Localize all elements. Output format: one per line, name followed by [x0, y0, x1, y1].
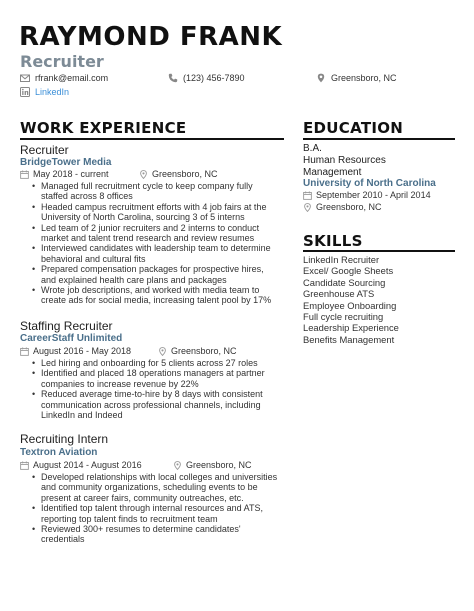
list-item: Greenhouse ATS — [303, 288, 375, 300]
candidate-title: Recruiter — [20, 52, 104, 71]
education-heading: EDUCATION — [303, 119, 404, 137]
work-experience-divider — [20, 138, 284, 140]
phone-icon — [168, 73, 178, 83]
skills-list — [303, 254, 453, 345]
list-item: • Headed campus recruitment efforts with 4 job fairs at the University of North Carolina, sourcing 3 of 5 interns — [41, 202, 281, 223]
job-location-text: Greensboro, NC — [152, 169, 218, 179]
job-dates-text: August 2014 - August 2016 — [33, 460, 142, 470]
education-location-text: Greensboro, NC — [316, 202, 382, 212]
list-item: LinkedIn Recruiter — [303, 254, 380, 265]
linkedin-icon — [20, 87, 30, 97]
degree-field: Human Resources Management — [303, 155, 386, 178]
list-item: • Identified and placed 18 operations managers at partner companies to increase revenue by 22% — [41, 368, 281, 389]
education-divider — [303, 138, 455, 140]
list-item: Leadership Experience — [303, 322, 399, 334]
school-name: University of North Carolina — [303, 178, 436, 189]
job-dates-text: May 2018 - current — [33, 169, 109, 179]
list-item: • Developed relationships with local colleges and universities and community organizations, scheduling events to be present at career fairs, community outreaches, etc. — [41, 472, 281, 503]
skills-divider — [303, 250, 455, 252]
job-location-text: Greensboro, NC — [186, 460, 252, 470]
job-bullets — [41, 181, 281, 306]
job-dates — [20, 460, 142, 470]
job-title: Recruiter — [20, 143, 69, 157]
job-location — [139, 169, 218, 179]
list-item: • Prepared compensation packages for prospective hires, and explained health care plans and packages — [41, 264, 281, 285]
skills-heading: SKILLS — [303, 232, 363, 250]
job-location — [158, 346, 237, 356]
map-pin-icon — [139, 170, 148, 179]
education-dates-text: September 2010 - April 2014 — [316, 190, 431, 200]
job-dates — [20, 169, 109, 179]
list-item: Benefits Management — [303, 333, 395, 345]
job-bullets — [41, 358, 281, 420]
calendar-icon — [20, 347, 29, 356]
phone-text: (123) 456-7890 — [183, 73, 245, 83]
list-item: • Led team of 2 junior recruiters and 2 interns to conduct market and talent trend research and review resumes — [41, 223, 281, 244]
job-location — [173, 460, 252, 470]
contact-location — [316, 73, 397, 83]
contact-email — [20, 73, 108, 83]
envelope-icon — [20, 73, 30, 83]
contact-linkedin[interactable] — [20, 87, 69, 97]
work-experience-heading: WORK EXPERIENCE — [20, 119, 187, 137]
list-item: Full cycle recruiting — [303, 311, 384, 323]
email-text: rfrank@email.com — [35, 73, 109, 83]
list-item: • Interviewed candidates with leadership team to determine behavioral and cultural fits — [41, 243, 281, 264]
list-item: Excel/ Google Sheets — [303, 265, 394, 277]
location-text: Greensboro, NC — [331, 73, 397, 83]
list-item: Candidate Sourcing — [303, 276, 386, 288]
contact-phone — [168, 73, 245, 83]
list-item: Employee Onboarding — [303, 299, 397, 311]
job-dates — [20, 346, 131, 356]
job-company: Textron Aviation — [20, 447, 98, 458]
map-pin-icon — [173, 461, 182, 470]
map-pin-icon — [316, 73, 326, 83]
job-title: Staffing Recruiter — [20, 319, 113, 333]
list-item: • Led hiring and onboarding for 5 clients across 27 roles — [41, 358, 281, 368]
education-dates — [303, 190, 431, 200]
calendar-icon — [20, 461, 29, 470]
map-pin-icon — [303, 203, 312, 212]
list-item: • Identified top talent through internal resources and ATS, reporting top talent finds to recruitment team — [41, 503, 281, 524]
job-location-text: Greensboro, NC — [171, 346, 237, 356]
job-dates-text: August 2016 - May 2018 — [33, 346, 132, 356]
map-pin-icon — [158, 347, 167, 356]
job-company: BridgeTower Media — [20, 157, 112, 168]
job-title: Recruiting Intern — [20, 432, 109, 446]
candidate-name: RAYMOND FRANK — [19, 22, 283, 52]
job-bullets — [41, 472, 281, 545]
calendar-icon — [20, 170, 29, 179]
list-item: • Reduced average time-to-hire by 8 days with consistent communication across professional channels, including LinkedIn and Indeed — [41, 389, 281, 420]
calendar-icon — [303, 191, 312, 200]
linkedin-link[interactable]: LinkedIn — [35, 87, 70, 97]
list-item: • Wrote job descriptions, and worked with media team to create ads for social media, increasing talent pool by 17% — [41, 285, 281, 306]
degree: B.A. — [303, 143, 322, 154]
job-company: CareerStaff Unlimited — [20, 333, 123, 344]
education-location — [303, 202, 382, 212]
list-item: • Reviewed 300+ resumes to determine candidates' credentials — [41, 524, 281, 545]
list-item: • Managed full recruitment cycle to keep company fully staffed across 8 offices — [41, 181, 281, 202]
